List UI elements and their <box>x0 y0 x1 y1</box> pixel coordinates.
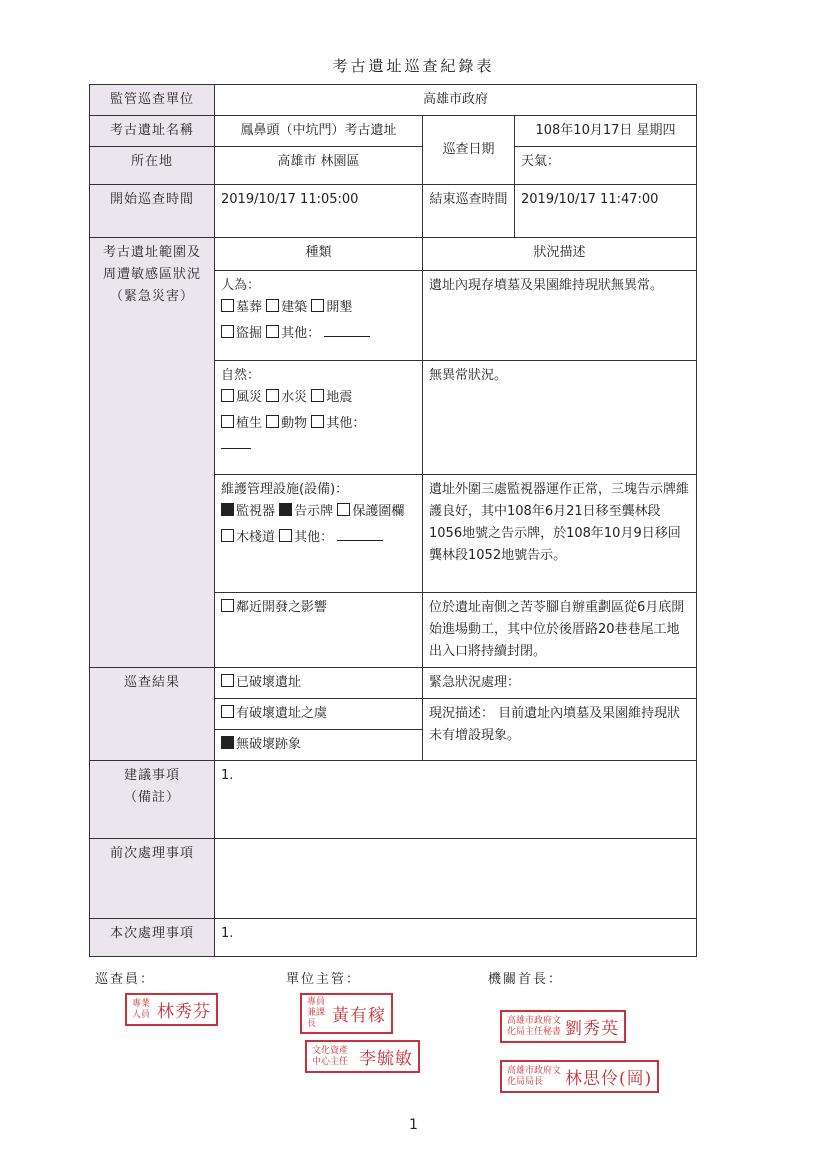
checkbox[interactable] <box>311 415 324 428</box>
nearby-cell <box>215 593 423 668</box>
checkbox[interactable] <box>266 415 279 428</box>
center-director-stamp <box>305 1040 420 1073</box>
option-label: 鄰近開發之影響 <box>236 600 328 615</box>
emergency-label: 緊急狀況處理： <box>423 668 697 699</box>
location-label: 所在地 <box>90 147 215 185</box>
supervisor-label: 單位主管： <box>286 972 362 987</box>
option-label: 動物 <box>281 416 308 431</box>
stamp-name: 林秀芬 <box>157 1002 211 1022</box>
stamp-title: 專業人員 <box>132 998 151 1020</box>
director-stamp <box>500 1060 659 1093</box>
page-number: 1 <box>409 1117 418 1133</box>
stamp-name: 劉秀英 <box>565 1019 619 1039</box>
suggest-label-line: （備註） <box>123 790 180 805</box>
scope-label-line: （緊急災害） <box>109 289 194 304</box>
scope-label <box>90 238 215 668</box>
checkbox[interactable] <box>221 299 234 312</box>
checkbox[interactable] <box>311 389 324 402</box>
blank-line <box>324 324 370 337</box>
checkbox-checked[interactable] <box>279 503 292 516</box>
scope-label-line: 周遭敏感區狀況 <box>102 267 201 282</box>
inspector-stamp <box>125 993 218 1026</box>
result-option <box>215 668 423 699</box>
suggest-label <box>90 761 215 839</box>
unit-label: 監管巡查單位 <box>90 85 215 116</box>
option-label: 無破壞跡象 <box>236 737 302 752</box>
head-label: 機關首長： <box>488 972 564 987</box>
date-label: 巡查日期 <box>423 116 515 185</box>
suggest-value: 1. <box>215 761 697 839</box>
option-label: 木棧道 <box>236 530 276 545</box>
inspection-form-table <box>89 84 697 957</box>
location-value: 高雄市 林園區 <box>215 147 423 185</box>
option-label: 有破壞遺址之虞 <box>236 706 328 721</box>
option-label: 水災 <box>281 390 308 405</box>
option-label: 建築 <box>281 300 308 315</box>
start-time-label: 開始巡查時間 <box>90 185 215 238</box>
facility-cell <box>215 475 423 593</box>
stamp-name: 黃有稼 <box>332 1006 386 1026</box>
desc-column-header: 狀況描述 <box>423 238 697 271</box>
checkbox[interactable] <box>221 415 234 428</box>
option-label: 開墾 <box>326 300 353 315</box>
stamp-name: 李毓敏 <box>359 1049 413 1069</box>
scope-label-line: 考古遺址範圍及 <box>102 245 201 260</box>
human-title: 人為： <box>221 278 261 293</box>
option-label: 已破壞遺址 <box>236 675 302 690</box>
checkbox[interactable] <box>337 503 350 516</box>
option-label: 監視器 <box>236 504 276 519</box>
stamp-name: 林思伶(岡) <box>565 1069 653 1089</box>
end-time-value: 2019/10/17 11:47:00 <box>515 185 697 238</box>
human-cell <box>215 271 423 361</box>
option-label: 其他： <box>326 416 366 431</box>
inspector-label: 巡查員： <box>95 972 156 987</box>
previous-value <box>215 839 697 919</box>
checkbox-checked[interactable] <box>221 503 234 516</box>
type-column-header: 種類 <box>215 238 423 271</box>
option-label: 地震 <box>326 390 353 405</box>
site-name-value: 鳳鼻頭（中坑門）考古遺址 <box>215 116 423 147</box>
current-handling-value: 1. <box>215 919 697 957</box>
result-option <box>215 699 423 730</box>
option-label: 盜掘 <box>236 326 263 341</box>
option-label: 風災 <box>236 390 263 405</box>
stamp-title: 高雄市政府文化局局長 <box>507 1065 562 1087</box>
checkbox[interactable] <box>279 529 292 542</box>
suggest-label-line: 建議事項 <box>123 768 180 783</box>
human-desc: 遺址內現存墳墓及果園維持現狀無異常。 <box>423 271 697 361</box>
checkbox[interactable] <box>266 389 279 402</box>
form-title: 考古遺址巡查紀錄表 <box>332 57 495 75</box>
checkbox[interactable] <box>221 529 234 542</box>
checkbox[interactable] <box>221 705 234 718</box>
checkbox[interactable] <box>311 299 324 312</box>
natural-desc: 無異常狀況。 <box>423 361 697 475</box>
weather-label: 天氣： <box>515 147 697 185</box>
option-label: 其他： <box>281 326 321 341</box>
checkbox[interactable] <box>221 599 234 612</box>
checkbox[interactable] <box>221 325 234 338</box>
result-label: 巡查結果 <box>90 668 215 761</box>
stamp-title: 文化資產中心主任 <box>312 1045 349 1067</box>
stamp-title: 專員兼課長 <box>307 997 326 1029</box>
current-desc: 現況描述： 目前遺址內墳墓及果園維持現狀未有增設現象。 <box>423 699 697 761</box>
supervisor-stamp <box>300 993 393 1034</box>
current-handling-label: 本次處理事項 <box>90 919 215 957</box>
option-label: 告示牌 <box>294 504 334 519</box>
blank-line <box>337 528 383 541</box>
end-time-label: 結束巡查時間 <box>423 185 515 238</box>
facility-title: 維護管理設施(設備)： <box>221 482 349 497</box>
natural-title: 自然： <box>221 368 261 383</box>
checkbox-checked[interactable] <box>221 736 234 749</box>
site-name-label: 考古遺址名稱 <box>90 116 215 147</box>
natural-cell <box>215 361 423 475</box>
facility-desc: 遺址外圍三處監視器運作正常，三塊告示牌維護良好，其中108年6月21日移至龔林段1056地號之告示牌，於108年10月9日移回龔林段1052地號告示。 <box>423 475 697 593</box>
date-value: 108年10月17日 星期四 <box>515 116 697 147</box>
checkbox[interactable] <box>266 299 279 312</box>
checkbox[interactable] <box>221 389 234 402</box>
option-label: 其他： <box>294 530 334 545</box>
checkbox[interactable] <box>266 325 279 338</box>
blank-line <box>221 436 251 449</box>
start-time-value: 2019/10/17 11:05:00 <box>215 185 423 238</box>
option-label: 墓葬 <box>236 300 263 315</box>
option-label: 植生 <box>236 416 263 431</box>
nearby-desc: 位於遺址南側之苦苓腳自辦重劃區從6月底開始進場動工，其中位於後厝路20巷巷尾工地出入口將持續封閉。 <box>423 593 697 668</box>
stamp-title: 高雄市政府文化局主任秘書 <box>507 1015 562 1037</box>
result-option <box>215 730 423 761</box>
option-label: 保護圍欄 <box>352 504 405 519</box>
unit-value: 高雄市政府 <box>215 85 697 116</box>
secretary-stamp <box>500 1010 626 1043</box>
previous-label: 前次處理事項 <box>90 839 215 919</box>
checkbox[interactable] <box>221 674 234 687</box>
